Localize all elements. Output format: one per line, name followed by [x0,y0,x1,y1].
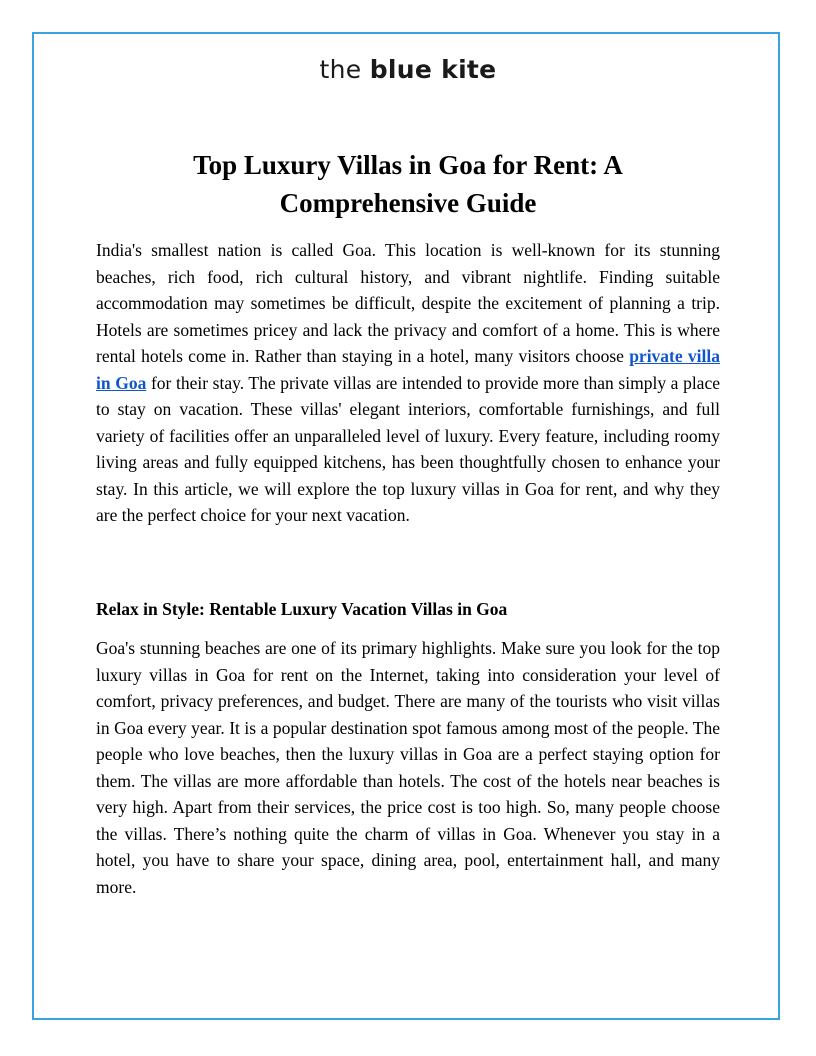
intro-text-before-link: India's smallest nation is called Goa. This location is well-known for its stunning beaches, rich food, rich cultural history, and vibrant nightlife. Finding suitable accommodation may sometimes be difficult, despite the excitement of planning a trip. Hotels are sometimes pricey and lack the privacy and comfort of a home. This is where rental hotels come in. Rather than staying in a hotel, many visitors choose [96,240,720,366]
page-title: Top Luxury Villas in Goa for Rent: A Comprehensive Guide [193,150,623,218]
brand-logo [0,55,816,84]
section-heading: Relax in Style: Rentable Luxury Vacation Villas in Goa [96,599,508,619]
logo-text-the: the [319,55,370,84]
intro-paragraph [96,237,720,529]
intro-section [96,237,720,529]
intro-text-after-link: for their stay. The private villas are intended to provide more than simply a place to stay on vacation. These villas' elegant interiors, comfortable furnishings, and full variety of facilities offer an unparalleled level of luxury. Every feature, including roomy living areas and fully equipped kitchens, has been thoughtfully chosen to enhance your stay. In this article, we will explore the top luxury villas in Goa for rent, and why they are the perfect choice for your next vacation. [96,372,720,525]
logo-text-blue-kite: blue kite [369,55,497,84]
private-villa-link[interactable]: private villa in Goa [96,346,721,393]
section-paragraph: Goa's stunning beaches are one of its primary highlights. Make sure you look for the top luxury villas in Goa for rent on the Internet, taking into consideration your level of comfort, privacy preferences, and budget. There are many of the tourists who visit villas in Goa every year. It is a popular destination spot famous among most of the people. The people who love beaches, then the luxury villas in Goa are a perfect staying option for them. The villas are more affordable than hotels. The cost of the hotels near beaches is very high. Apart from their services, the price cost is too high. So, many people choose the villas. There’s nothing quite the charm of villas in Goa. Whenever you stay in a hotel, you have to share your space, dining area, pool, entertainment hall, and many more. [96,638,720,897]
section-body [96,635,720,900]
